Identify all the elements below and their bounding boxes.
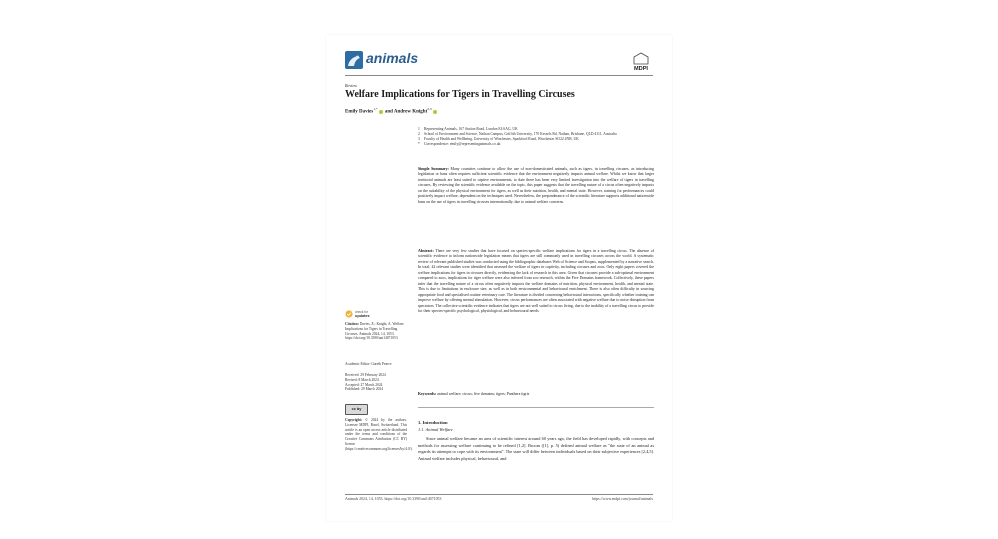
check-for-updates[interactable]: check for updates (345, 310, 385, 318)
academic-editor: Academic Editor: Gareth Pearce (345, 362, 392, 366)
dates (345, 373, 407, 392)
article-type: Review (345, 83, 358, 88)
abstract: Abstract: There are very few studies that have focused on species-specific welfare implications for tigers in a travelling circus. The absence of scientific evidence to inform nationwide legislation means that tigers are still commonly used in travelling circuses across the world. A systematic review of relevant published studies was conducted using the bibliographic databases Web of Science and Scopus, supplemented by a narrative search. In total, 42 relevant studies were identified that assessed the welfare of tigers in captivity, including circuses and zoos. Only eight papers covered the welfare implications for tigers in circuses directly, evidencing the lack of research in this area. Given that circuses provide a sub-optimal environment compared to zoos, implications for tiger welfare were also inferred from zoo research, within the Five Domains framework. Collectively, these papers infer that the travelling nature of a circus often negatively impacts the welfare domains of nutrition, physical environment, health, and mental state. This is due to limitations in enclosure size, as well as in both environmental and behavioural enrichment. There is also often difficulty in sourcing appropriate food and specialised routine veterinary care. The literature is divided concerning behavioural interactions, specifically whether training can improve welfare by offering mental stimulation. However, circus performances are often associated with negative welfare due to noise disruption from spectators. The collective scientific evidence indicates that tigers are not well suited to circus living, due to the inability of a travelling circus to provide for their species-specific psychological, physiological, and behavioural needs. (418, 249, 654, 313)
intro-paragraph: Since animal welfare became an area of scientific interest around 60 years ago, the field has developed rapidly, with concepts and methods for assessing welfare continuing to be refined [1,2]. Broom ([1], p. 5) defined animal welfare as "the state of an animal as regards its attempts to cope with its environment". The state will differ between individuals based on their subjective experiences [2,4,5]. Animal welfare includes physical, behavioural, and (418, 436, 654, 461)
paper-page (326, 35, 672, 521)
affiliations (418, 127, 654, 147)
footer-rule (345, 494, 653, 495)
revised-date: Revised: 8 March 2024 (345, 377, 379, 382)
correspondence: * Correspondence: emily@representinganimals.co.uk (418, 141, 501, 146)
section-heading: 1. Introduction (418, 420, 448, 425)
keywords: Keywords: animal welfare; circus; five domains; tigers; Panthera tigris (418, 392, 530, 396)
published-date: Published: 29 March 2024 (345, 387, 384, 392)
paper-title: Welfare Implications for Tigers in Travelling Circuses (345, 89, 575, 100)
check-updates-icon (345, 310, 353, 318)
header-rule (345, 75, 653, 76)
orcid-icon[interactable] (379, 110, 383, 114)
citation: Citation: Davies, E.; Knight, A. Welfare Implications for Tigers in Travelling Circuses. Animals 2024, 14, 1053. https://doi.org/10.3390/ani14071053 (345, 322, 404, 341)
mdpi-logo (628, 52, 654, 72)
copyright: Copyright: © 2024 by the authors. Licensee MDPI, Basel, Switzerland. This article is an open access article distributed under the terms and conditions of the Creative Commons Attribution (CC BY) license (https://creativecommons.org/licenses/by/4.0/). (345, 418, 413, 451)
section-rule (418, 407, 654, 408)
journal-name: animals (366, 50, 419, 66)
footer-journal-url[interactable]: https://www.mdpi.com/journal/animals (592, 497, 653, 501)
publisher-name: MDPI (634, 66, 648, 72)
cc-by-license-icon[interactable]: cc by (345, 404, 368, 415)
tiger-logo-icon (345, 51, 363, 69)
author-name: and Andrew Knight (384, 109, 428, 115)
affiliation-item: 3 Faculty of Health and Wellbeing, University of Winchester, Sparkford Road, Winchester SO22 4NR, UK (418, 136, 579, 141)
affiliation-item: 1 Representing Animals, 167 Station Road, London E4 6AG, UK (418, 127, 518, 131)
mdpi-hex-icon (628, 52, 654, 66)
orcid-icon[interactable] (433, 110, 437, 114)
affiliation-item: 2 School of Environment and Science, Nathan Campus, Griffith University, 170 Kessels Rd, Nathan, Brisbane, QLD 4111, Australia (418, 131, 617, 136)
received-date: Received: 29 February 2024 (345, 373, 386, 377)
author-list: Emily Davies$^{1,*}$ and Andrew Knight$^{2,3}$ (345, 107, 438, 115)
author-name: Emily Davies (345, 109, 374, 115)
accepted-date: Accepted: 27 March 2024 (345, 382, 383, 387)
simple-summary: Simple Summary: Many countries continue to allow the use of non-domesticated animals, such as tigers, in travelling circuses, as introducing legislation or bans often requires sufficient scientific evidence that the environment negatively impacts animal welfare. Whilst we know that larger territorial animals are least suited to captive environments, to date there has been very limited investigation into the welfare of tigers in travelling circuses. By reviewing the scientific evidence available on the topic, this paper suggests that the travelling nature of a circus often negatively impacts on the suitability of the physical environment for tigers, as well as their nutrition, health, and mental state. However, training for performances could positively impact welfare, dependent on the techniques used. Nevertheless, the preponderance of the scientific literature supports additional nationwide bans on the use of tigers in travelling circuses internationally, due to animal welfare concerns. (418, 167, 654, 204)
footer-citation[interactable]: Animals 2024, 14, 1053. https://doi.org/10.3390/ani14071053 (345, 497, 442, 501)
subsection-heading: 1.1. Animal Welfare (418, 427, 453, 432)
